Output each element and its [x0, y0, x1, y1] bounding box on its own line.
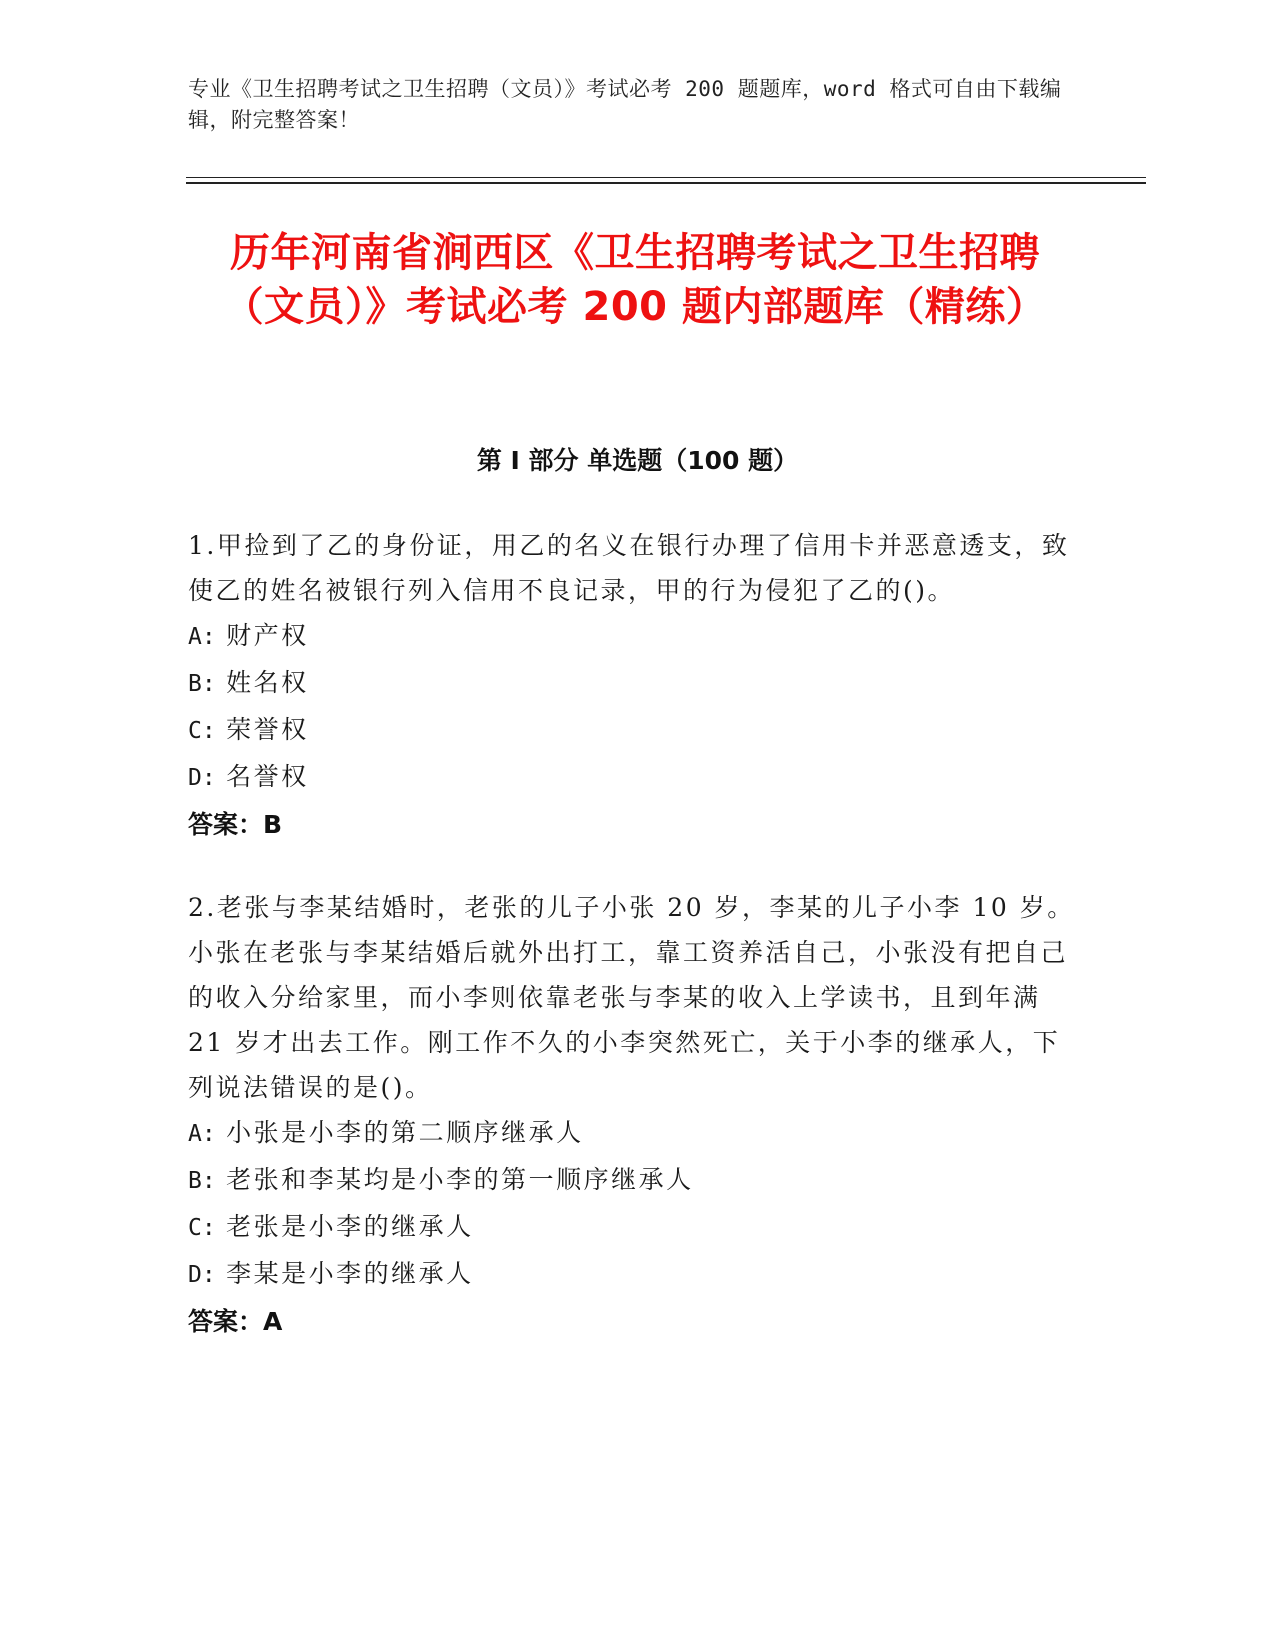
option-letter: D:	[188, 1262, 216, 1288]
option-c	[188, 707, 1078, 754]
question-block	[188, 885, 1078, 1344]
option-a	[188, 1110, 1078, 1157]
option-a	[188, 613, 1078, 660]
option-text: 老张是小李的继承人	[226, 1212, 474, 1241]
option-b	[188, 660, 1078, 707]
option-text: 荣誉权	[226, 715, 309, 744]
option-b	[188, 1157, 1078, 1204]
option-c	[188, 1204, 1078, 1251]
option-text: 财产权	[226, 621, 309, 650]
option-letter: A:	[188, 1121, 216, 1147]
header-note: 专业《卫生招聘考试之卫生招聘（文员）》考试必考 200 题题库，word 格式可自由下载编辑，附完整答案！	[188, 77, 1062, 132]
answer-line: 答案：A	[188, 1307, 283, 1336]
option-text: 李某是小李的继承人	[226, 1259, 474, 1288]
option-letter: B:	[188, 671, 216, 697]
question-stem: 1.甲捡到了乙的身份证，用乙的名义在银行办理了信用卡并恶意透支，致使乙的姓名被银行列入信用不良记录，甲的行为侵犯了乙的()。	[188, 531, 1070, 605]
option-text: 小张是小李的第二顺序继承人	[226, 1118, 584, 1147]
option-letter: B:	[188, 1168, 216, 1194]
option-letter: C:	[188, 1215, 216, 1241]
option-d	[188, 1251, 1078, 1298]
question-block	[188, 523, 1078, 847]
question-stem: 2.老张与李某结婚时，老张的儿子小张 20 岁，李某的儿子小李 10 岁。小张在老张与李某结婚后就外出打工，靠工资养活自己，小张没有把自己的收入分给家里，而小李则依靠老张与李某的收入上学读书，且到年满 21 岁才出去工作。刚工作不久的小李突然死亡，关于小李的继承人，下列说法错误的是()。	[188, 893, 1075, 1102]
answer-line: 答案：B	[188, 810, 283, 839]
option-text: 名誉权	[226, 762, 309, 791]
header-divider-thick	[186, 182, 1146, 184]
option-text: 老张和李某均是小李的第一顺序继承人	[226, 1165, 694, 1194]
option-letter: C:	[188, 718, 216, 744]
header-divider-thin	[186, 177, 1146, 178]
option-letter: A:	[188, 624, 216, 650]
section-title: 第 I 部分 单选题（100 题）	[476, 446, 799, 475]
document-title: 历年河南省涧西区《卫生招聘考试之卫生招聘（文员）》考试必考 200 题内部题库（精练）	[223, 230, 1047, 330]
option-d	[188, 754, 1078, 801]
option-text: 姓名权	[226, 668, 309, 697]
option-letter: D:	[188, 765, 216, 791]
